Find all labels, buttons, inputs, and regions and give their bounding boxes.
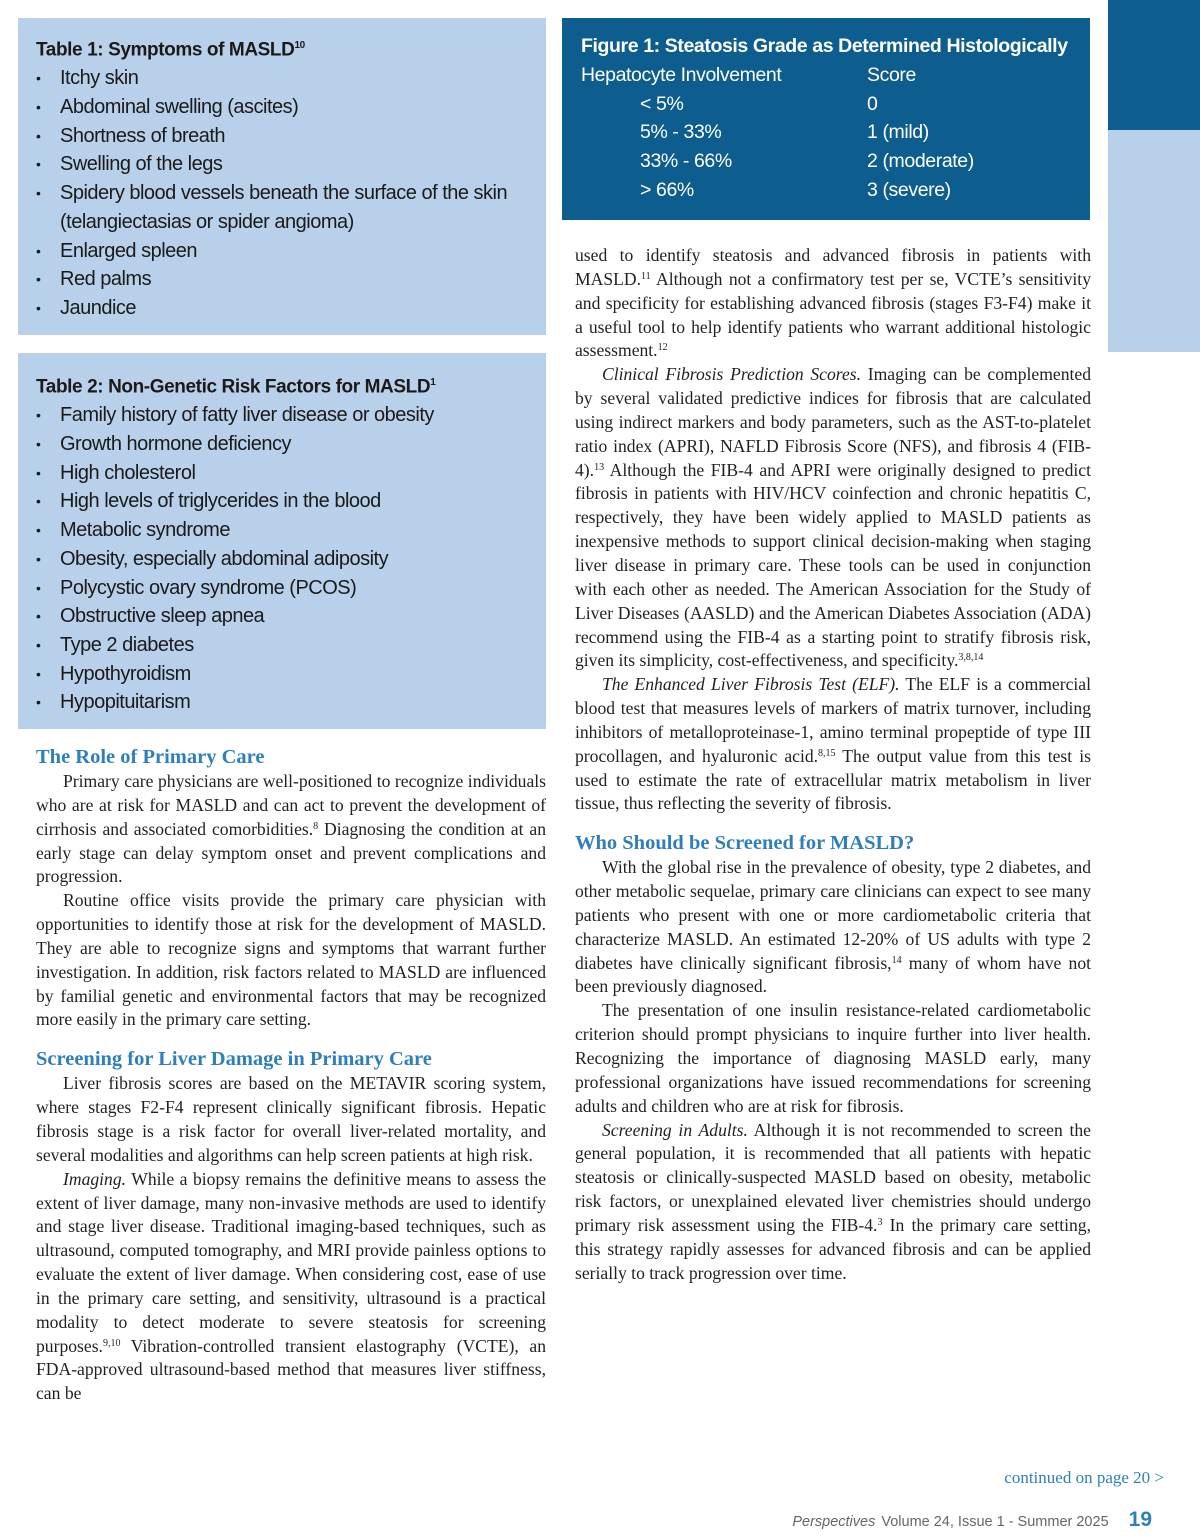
- table-risk-factors: [18, 353, 546, 729]
- heading-who-screened: Who Should be Screened for MASLD?: [575, 832, 915, 855]
- column-header: Hepatocyte Involvement: [581, 64, 782, 86]
- run-in-heading: Imaging.: [63, 1168, 127, 1189]
- footnote-ref: 3,8,14: [958, 652, 984, 664]
- footnote-ref: 11: [641, 270, 651, 282]
- paragraph: used to identify steatosis and advanced fibrosis in patients with MASLD.$^{11}$ Although not a confirmatory test per se, VCTE’s sensitivity and specificity for establishing advanced fibrosis (stages F3-F4) make it a useful tool to help identify patients who warrant additional histologic assessment.$^{12}$: [575, 245, 1091, 361]
- run-in-heading: Clinical Fibrosis Prediction Scores.: [602, 364, 862, 385]
- column-header: Score: [867, 64, 916, 86]
- paragraph: Routine office visits provide the primary care physician with opportunities to identify those at risk for the development of MASLD. They are able to recognize signs and symptoms that warrant further investigation. In addition, risk factors related to MASLD are influenced by familial genetic and environmental factors that may be recognized more easily in the primary care setting.: [36, 890, 546, 1030]
- right-column: [575, 244, 1091, 1285]
- list-item: • Spidery blood vessels beneath the surface of the skin (telangiectasias or spider angioma): [36, 179, 528, 236]
- list-item: • High levels of triglycerides in the blood: [36, 487, 528, 516]
- run-in-heading: Screening in Adults.: [602, 1119, 748, 1140]
- page-footer: [792, 1508, 1152, 1532]
- run-in-heading: The Enhanced Liver Fibrosis Test (ELF).: [602, 674, 900, 695]
- list-item: • Enlarged spleen: [36, 237, 528, 266]
- list-item: • Red palms: [36, 265, 528, 294]
- figure-row: [581, 118, 1072, 147]
- list-item: • Hypothyroidism: [36, 660, 528, 689]
- figure-header-row: [581, 61, 1072, 90]
- symptoms-list: [36, 64, 528, 322]
- paragraph: Imaging. While a biopsy remains the definitive means to assess the extent of liver damage, many non-invasive methods are used to identify and stage liver disease. Traditional imaging-based techniques, such as ultrasound, computed tomography, and MRI provide painless options to evaluate the extent of liver damage. When considering cost, ease of use in the primary care setting, and sensitivity, ultrasound is a practical modality to detect moderate to severe steatosis for screening purposes.$^{9,10}$ Vibration-controlled transient elastography (VCTE), an FDA-approved ultrasound-based method that measures liver stiffness, can be: [36, 1168, 546, 1404]
- footnote-ref: 9,10: [102, 1337, 121, 1349]
- figure-row: [581, 90, 1072, 119]
- footnote-ref: 8,15: [818, 747, 836, 759]
- paragraph: The Enhanced Liver Fibrosis Test (ELF). The ELF is a commercial blood test that measures levels of markers of matrix turnover, including inhibitors of metalloproteinase-1, amino terminal propeptide of type III procollagen, and hyaluronic acid.$^{8,15}$ The output value from this test is used to estimate the rate of extracellular matrix metabolism in liver tissue, thus reflecting the severity of fibrosis.: [575, 674, 1091, 814]
- figure-row: [581, 176, 1072, 205]
- figure-title: Figure 1: Steatosis Grade as Determined Histologically: [581, 35, 1068, 57]
- list-item: • Itchy skin: [36, 64, 528, 93]
- list-item: • Obesity, especially abdominal adiposity: [36, 545, 528, 574]
- involvement-cell: < 5%: [640, 92, 684, 115]
- risk-factors-list: [36, 401, 528, 717]
- list-item: • Growth hormone deficiency: [36, 430, 528, 459]
- paragraph: Screening in Adults. Although it is not recommended to screen the general population, it is recommended that all patients with hepatic steatosis or clinically-suspected MASLD based on obesity, metabolic risk factors, or unexplained elevated liver chemistries should undergo primary risk assessment using the FIB-4.$^3$ In the primary care setting, this strategy rapidly assesses for advanced fibrosis and can be applied serially to track progression over time.: [575, 1119, 1091, 1283]
- footnote-ref: 1: [430, 377, 436, 388]
- heading-screening: Screening for Liver Damage in Primary Care: [36, 1048, 432, 1071]
- list-item: • Shortness of breath: [36, 122, 528, 151]
- table-symptoms: [18, 18, 546, 335]
- paragraph: Primary care physicians are well-positioned to recognize individuals who are at risk for MASLD and can act to prevent the development of cirrhosis and associated comorbidities.$^8$ Diagnosing the condition at an early stage can delay symptom onset and prevent complications and progression.: [36, 771, 546, 887]
- list-item: • Family history of fatty liver disease or obesity: [36, 401, 528, 430]
- score-cell: 0: [867, 92, 878, 115]
- list-item: • High cholesterol: [36, 459, 528, 488]
- paragraph: Clinical Fibrosis Prediction Scores. Imaging can be complemented by several validated predictive indices for fibrosis that are calculated using indirect markers and body parameters, such as the AST-to-platelet ratio index (APRI), NAFLD Fibrosis Score (NFS), and fibrosis 4 (FIB-4).$^{13}$ Although the FIB-4 and APRI were originally designed to predict fibrosis in patients with HIV/HCV coinfection and chronic hepatitis C, respectively, they have been widely applied to MASLD patients as inexpensive methods to support clinical decision-making when staging liver disease in primary care. These tools can be used in conjunction with each other as needed. The American Association for the Study of Liver Diseases (AASLD) and the American Diabetes Association (ADA) recommend using the FIB-4 as a starting point to stratify fibrosis risk, given its simplicity, cost-effectiveness, and specificity.$^{3,8,14}$: [575, 364, 1091, 671]
- page-number: 19: [1128, 1508, 1152, 1531]
- table-symptoms-title: Table 1: Symptoms of MASLD$^{10}$: [36, 39, 305, 61]
- list-item: • Abdominal swelling (ascites): [36, 93, 528, 122]
- footnote-ref: 13: [594, 461, 605, 473]
- list-item: • Jaundice: [36, 294, 528, 323]
- figure-row: [581, 147, 1072, 176]
- list-item: • Obstructive sleep apnea: [36, 602, 528, 631]
- footnote-ref: 10: [294, 40, 305, 51]
- edge-tab-light: [1108, 130, 1200, 352]
- list-item: • Polycystic ovary syndrome (PCOS): [36, 574, 528, 603]
- score-cell: 1 (mild): [867, 121, 929, 144]
- heading-primary-care: The Role of Primary Care: [36, 746, 265, 768]
- involvement-cell: 5% - 33%: [640, 121, 722, 144]
- paragraph: With the global rise in the prevalence of obesity, type 2 diabetes, and other metabolic sequelae, primary care clinicians can expect to see many patients who present with one or more cardiometabolic criteria that characterize MASLD. An estimated 12-20% of US adults with type 2 diabetes have clinically significant fibrosis,$^{14}$ many of whom have not been previously diagnosed.: [575, 857, 1092, 997]
- list-item: • Hypopituitarism: [36, 688, 528, 717]
- paragraph: Liver fibrosis scores are based on the METAVIR scoring system, where stages F2-F4 represent clinically significant fibrosis. Hepatic fibrosis stage is a risk factor for overall liver-related mortality, and several modalities and algorithms can help screen patients at high risk.: [36, 1073, 546, 1165]
- list-item: • Swelling of the legs: [36, 150, 528, 179]
- involvement-cell: 33% - 66%: [640, 150, 732, 173]
- table-risk-factors-title: Table 2: Non-Genetic Risk Factors for MASLD$^1$: [36, 376, 436, 398]
- score-cell: 2 (moderate): [867, 150, 974, 173]
- footnote-ref: 14: [891, 954, 902, 966]
- footnote-ref: 3: [877, 1216, 883, 1228]
- paragraph: The presentation of one insulin resistance-related cardiometabolic criterion should prompt physicians to inquire further into liver health. Recognizing the importance of diagnosing MASLD early, many professional organizations have issued recommendations for screening adults and children who are at risk for fibrosis.: [575, 1000, 1091, 1116]
- involvement-cell: > 66%: [640, 178, 694, 201]
- edge-tab-dark: [1108, 0, 1200, 130]
- left-column: [36, 744, 546, 1406]
- continued-link[interactable]: continued on page 20 >: [1004, 1468, 1164, 1487]
- issue-info: Volume 24, Issue 1 - Summer 2025: [881, 1514, 1109, 1530]
- score-cell: 3 (severe): [867, 178, 951, 201]
- publication-name: Perspectives: [792, 1514, 876, 1530]
- list-item: • Metabolic syndrome: [36, 516, 528, 545]
- footnote-ref: 8: [313, 820, 319, 832]
- figure-steatosis-grade: [562, 18, 1090, 220]
- list-item: • Type 2 diabetes: [36, 631, 528, 660]
- footnote-ref: 12: [657, 342, 668, 354]
